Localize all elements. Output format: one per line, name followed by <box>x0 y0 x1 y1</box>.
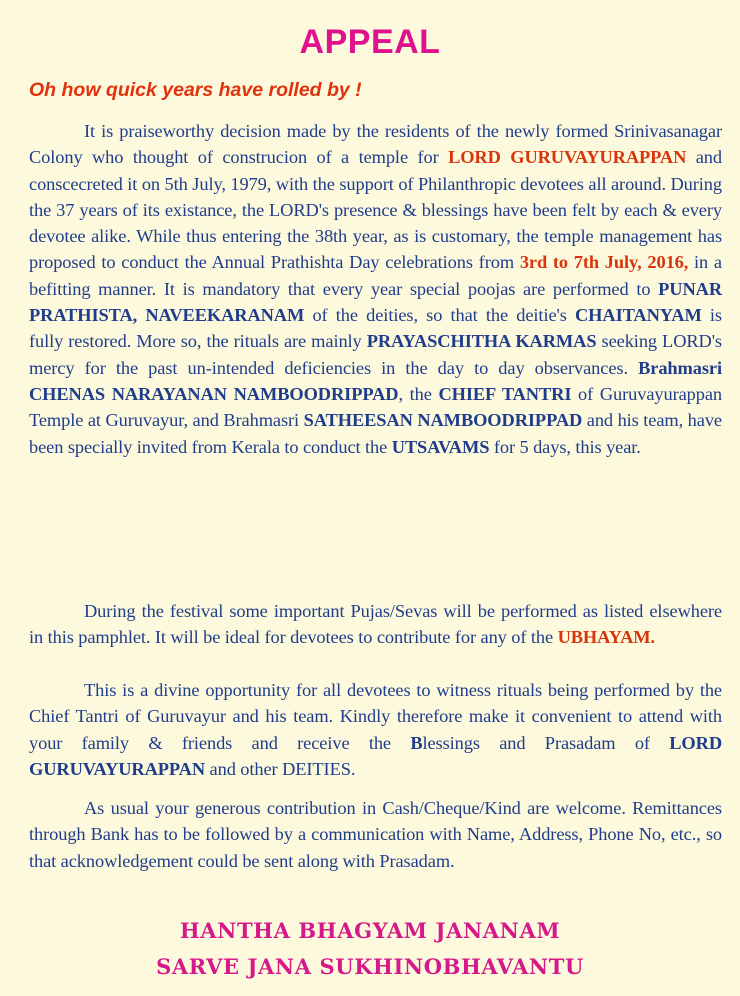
bold-satheesan: SATHEESAN NAMBOODRIPPAD <box>303 410 583 431</box>
closing-line-1: HANTHA BHAGYAM JANANAM <box>179 918 561 943</box>
highlight-lord-guruvayurappan: LORD GURUVAYURAPPAN <box>448 147 687 168</box>
bold-chenas-narayanan: Brahmasri CHENAS NARAYANAN NAMBOODRIPPAD <box>29 357 722 404</box>
page-title: APPEAL <box>299 23 441 61</box>
paragraph-intro <box>29 118 722 460</box>
bold-prayaschitha-karmas: PRAYASCHITHA KARMAS <box>366 331 597 352</box>
bold-utsavams: UTSAVAMS <box>391 436 490 457</box>
bold-b: B <box>410 732 423 753</box>
text: and other DEITIES. <box>205 758 356 779</box>
text: lessings and Prasadam of <box>422 732 670 753</box>
text: It is praiseworthy decision made by the residents of the newly formed Srinivasanagar Colony who thought of construcion of a temple for <box>29 121 722 168</box>
text: of Guruvayurappan Temple at Guruvayur, and Brahmasri <box>29 383 723 431</box>
text: is fully restored. More so, the rituals are mainly <box>29 305 722 352</box>
text: This is a divine opportunity for all devotees to witness rituals being performed by the Chief Tantri of Guruvayur and his team. Kindly therefore make it convenient to attend with your family & friends and receive the <box>29 680 722 753</box>
text: and his team, have been specially invited from Kerala to conduct the <box>29 410 722 457</box>
text: in a befitting manner. It is mandatory that every year special poojas are performed to <box>29 252 722 299</box>
text: for 5 days, this year. <box>489 436 641 457</box>
text: During the festival some important Pujas/Sevas will be performed as listed elsewhere in this pamphlet. It will be ideal for devotees to contribute for any of the <box>29 601 722 648</box>
text: of the deities, so that the deitie's <box>304 305 575 326</box>
text: seeking LORD's mercy for the past un-intended deficiencies in the day to day observances. <box>29 331 722 378</box>
bold-chaitanyam: CHAITANYAM <box>575 305 702 326</box>
paragraph-opportunity <box>29 677 722 782</box>
bold-chief-tantri: CHIEF TANTRI <box>438 383 572 404</box>
paragraph-contribution <box>29 795 722 874</box>
text: , the <box>398 383 439 404</box>
text: As usual your generous contribution in Cash/Cheque/Kind are welcome. Remittances through Bank has to be followed by a communication with Name, Address, Phone No, etc., so that acknowledgement could be sent along with Prasadam. <box>29 798 722 871</box>
bold-punar-prathista: PUNAR PRATHISTA, NAVEEKARANAM <box>29 278 722 326</box>
subtitle: Oh how quick years have rolled by ! <box>29 79 362 101</box>
closing-line-2: SARVE JANA SUKHINOBHAVANTU <box>156 954 584 979</box>
text: and conscecreted it on 5th July, 1979, with the support of Philanthropic devotees all around. During the 37 years of its existance, the LORD's presence & blessings have been felt by each & every devotee alike. While thus entering the 38th year, as is customary, the temple management has proposed to conduct the Annual Prathishta Day celebrations from <box>29 147 722 273</box>
highlight-dates: 3rd to 7th July, 2016, <box>519 252 689 273</box>
highlight-ubhayam: UBHAYAM. <box>557 627 656 648</box>
bold-lord-guruvayurappan: LORD GURUVAYURAPPAN <box>29 732 722 779</box>
paragraph-festival <box>29 598 722 651</box>
